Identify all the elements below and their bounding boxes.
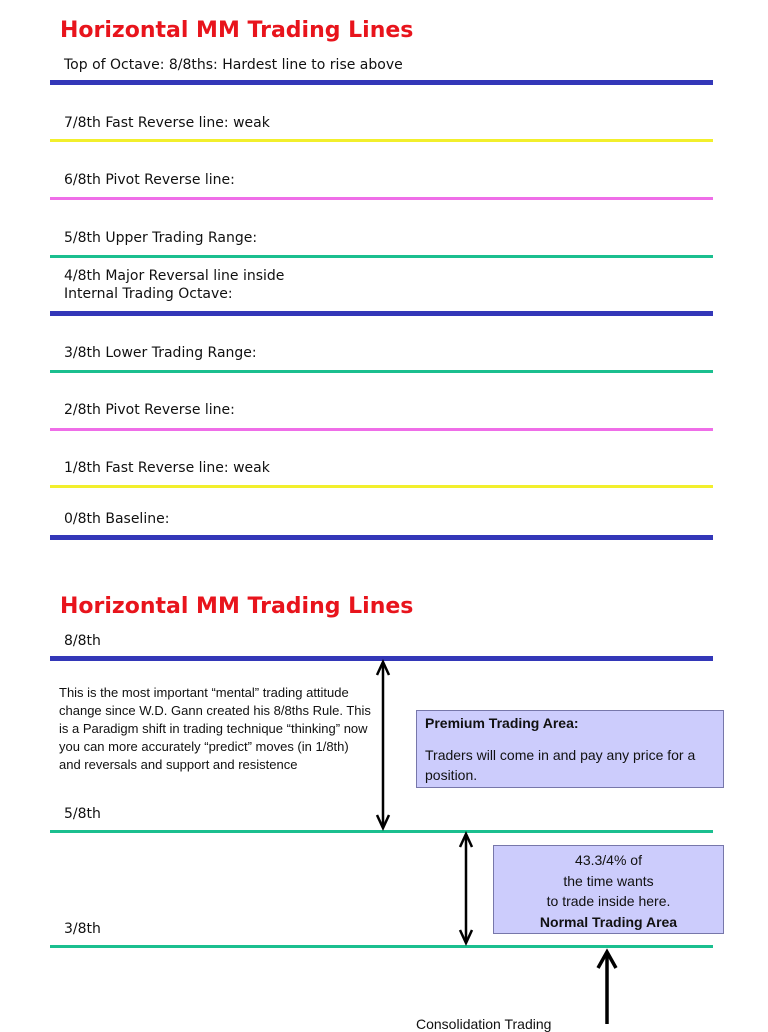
consolidation-text: Consolidation Trading: [416, 1016, 552, 1032]
line-label-7-8: 7/8th Fast Reverse line: weak: [64, 115, 270, 131]
section2-title: Horizontal MM Trading Lines: [60, 594, 414, 619]
up-arrow-icon: [598, 952, 616, 1024]
normal-line3: to trade inside here.: [546, 893, 671, 909]
line-label-2-8: 2/8th Pivot Reverse line:: [64, 402, 235, 418]
line-label-6-8: 6/8th Pivot Reverse line:: [64, 172, 235, 188]
paradigm-paragraph: This is the most important “mental” trading attitude change since W.D. Gann created his 8/8ths Rule. This is a Paradigm shift in trading technique “thinking” now you can more accurately “predict” moves (in 1/8th) and reversals and support and resistence: [59, 685, 371, 772]
line-label-1-8: 1/8th Fast Reverse line: weak: [64, 460, 270, 476]
line-label-5-8: 5/8th Upper Trading Range:: [64, 230, 258, 246]
premium-heading: Premium Trading Area:: [425, 715, 579, 731]
normal-line2: the time wants: [563, 872, 654, 889]
line-label-4-8-a: 4/8th Major Reversal line inside: [64, 268, 285, 284]
normal-line1: 43.3/4% of: [575, 852, 642, 868]
label-3-8th: 3/8th: [64, 921, 101, 937]
label-8-8th: 8/8th: [64, 633, 101, 649]
normal-bold: Normal Trading Area: [539, 913, 678, 930]
label-5-8th: 5/8th: [64, 806, 101, 822]
section1-title: Horizontal MM Trading Lines: [60, 18, 414, 43]
line-label-4-8-b: Internal Trading Octave:: [64, 286, 233, 302]
double-arrow-premium-icon: [377, 662, 389, 828]
line-label-0-8: 0/8th Baseline:: [64, 511, 170, 527]
line-label-8-8: Top of Octave: 8/8ths: Hardest line to rise above: [64, 57, 403, 73]
double-arrow-normal-icon: [460, 834, 472, 943]
premium-body: Traders will come in and pay any price for a position.: [425, 747, 696, 783]
line-label-3-8: 3/8th Lower Trading Range:: [64, 345, 257, 361]
